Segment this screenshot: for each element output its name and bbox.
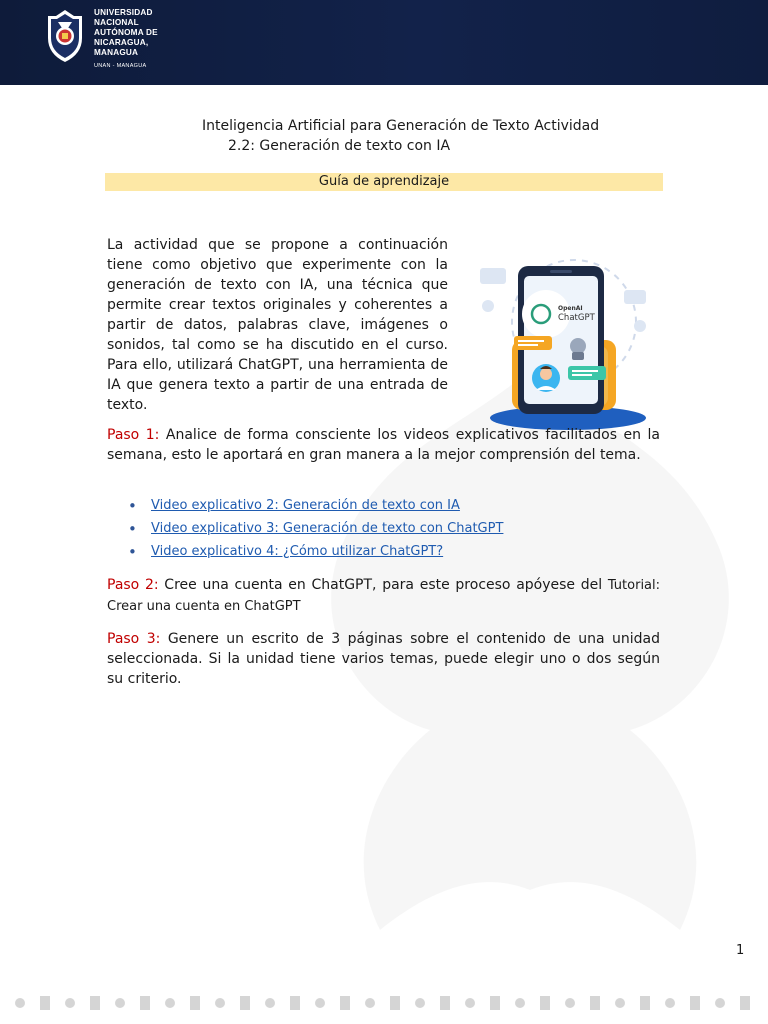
- step-2-label: Paso 2:: [107, 577, 159, 593]
- tutorial-reference: Tutorial: Crear una cuenta en ChatGPT: [107, 578, 661, 614]
- step-3-label: Paso 3:: [107, 631, 161, 647]
- video-link-4[interactable]: Video explicativo 4: ¿Cómo utilizar ChatGPT?: [151, 543, 444, 559]
- step-2-text: Cree una cuenta en ChatGPT, para este proceso apóyese del: [158, 577, 608, 593]
- video-link-3[interactable]: Video explicativo 3: Generación de texto con ChatGPT: [151, 520, 504, 536]
- university-line: AUTÓNOMA DE: [94, 28, 158, 37]
- step-3-text: Genere un escrito de 3 páginas sobre el contenido de una unidad seleccionada. Si la unidad tiene varios temas, puede elegir uno o dos según su criterio.: [107, 631, 661, 687]
- list-item: [128, 494, 503, 517]
- step-1-paragraph: [107, 425, 660, 465]
- phone-chatgpt-illustration: [474, 250, 664, 432]
- section-band: Guía de aprendizaje: [105, 173, 663, 191]
- university-name: [94, 8, 158, 71]
- step-1-label: Paso 1:: [107, 427, 160, 443]
- page-number: 1: [736, 943, 745, 958]
- university-line: NACIONAL: [94, 18, 139, 27]
- intro-paragraph: La actividad que se propone a continuación tiene como objetivo que experimente con la generación de texto con IA, una técnica que permite crear textos originales y coherentes a partir de datos, palabras clave, imágenes o sonidos, tal como se ha discutido en el curso. Para ello, utilizará ChatGPT, una herramienta de IA que genera texto a partir de una entrada de texto.: [107, 237, 448, 413]
- video-links-list: [128, 494, 503, 563]
- bullet-icon: •: [128, 542, 137, 561]
- university-subtitle: UNAN - MANAGUA: [94, 63, 147, 69]
- openai-brand-text: OpenAI: [558, 305, 583, 312]
- footer-ornament-icon: [0, 988, 768, 1018]
- chatgpt-brand-text: ChatGPT: [558, 313, 595, 323]
- university-seal-icon: [44, 8, 86, 64]
- bullet-icon: •: [128, 496, 137, 515]
- list-item: [128, 517, 503, 540]
- title-line-1: Inteligencia Artificial para Generación de Texto Actividad: [202, 118, 600, 134]
- title-line-2: 2.2: Generación de texto con IA: [228, 138, 451, 154]
- step-1-text: Analice de forma consciente los videos explicativos facilitados en la semana, esto le aportará en gran manera a la mejor comprensión del tema.: [107, 427, 660, 463]
- list-item: [128, 540, 503, 563]
- university-line: NICARAGUA,: [94, 38, 149, 47]
- university-line: UNIVERSIDAD: [94, 8, 153, 17]
- step-2-paragraph: [107, 575, 660, 617]
- university-header: [0, 0, 768, 85]
- video-link-2[interactable]: Video explicativo 2: Generación de texto con IA: [151, 497, 460, 513]
- document-title: [202, 116, 599, 156]
- university-line: MANAGUA: [94, 48, 139, 57]
- bullet-icon: •: [128, 519, 137, 538]
- step-3-paragraph: [107, 629, 660, 689]
